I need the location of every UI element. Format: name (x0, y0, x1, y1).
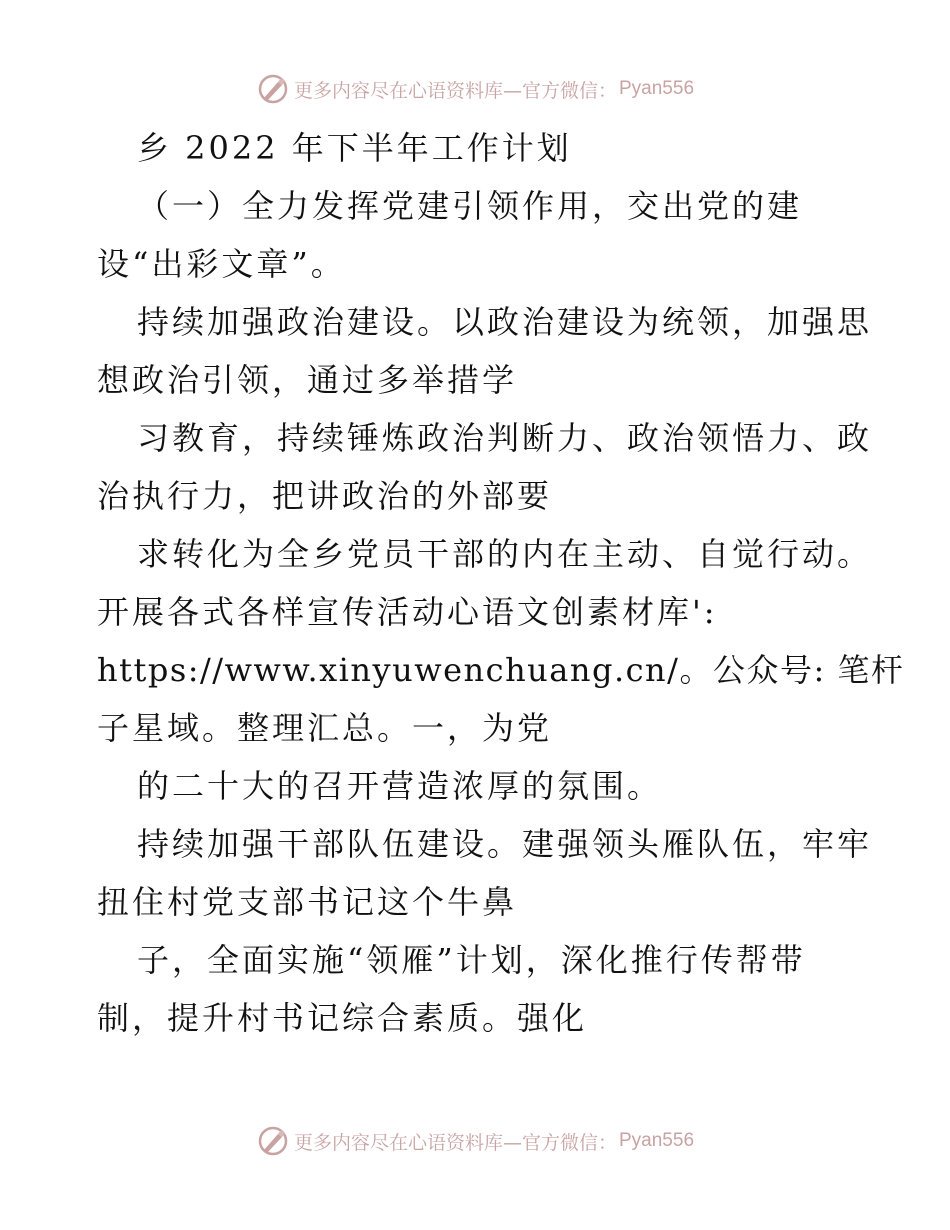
pen-logo-icon (256, 72, 290, 106)
text-line: 习教育，持续锤炼政治判断力、政治领悟力、政 (137, 419, 873, 457)
footer-watermark (0, 1124, 950, 1158)
text-line: 开展各式各样宣传活动心语文创素材库': (97, 593, 718, 631)
text-line: 制，提升村书记综合素质。强化 (97, 999, 588, 1037)
text-line: 想政治引领，通过多举措学 (97, 361, 518, 399)
text-line: 求转化为全乡党员干部的内在主动、自觉行动。 (137, 535, 873, 573)
text-line: 持续加强政治建设。以政治建设为统领，加强思 (137, 303, 873, 341)
text-line: 子，全面实施“领雁”计划，深化推行传帮带 (137, 941, 806, 979)
watermark-text: 更多内容尽在心语资料库—官方微信： (293, 1131, 617, 1154)
text-line: 治执行力，把讲政治的外部要 (97, 477, 553, 515)
text-line: （一）全力发挥党建引领作用，交出党的建 (137, 187, 803, 225)
header-watermark (0, 72, 950, 106)
watermark-text: 更多内容尽在心语资料库—官方微信： (293, 79, 617, 102)
text-line: 的二十大的召开营造浓厚的氛围。 (137, 767, 663, 805)
text-line: 扭住村党支部书记这个牛鼻 (97, 883, 518, 921)
text-line-url: https://www.xinyuwenchuang.cn/。公众号: 笔杆 (97, 651, 905, 689)
document-title: 乡 2022 年下半年工作计划 (137, 129, 572, 167)
watermark-wechat-id: Pyan556 (619, 1130, 695, 1151)
text-line: 设“出彩文章”。 (97, 245, 346, 283)
text-line: 持续加强干部队伍建设。建强领头雁队伍，牢牢 (137, 825, 873, 863)
pen-logo-icon (256, 1124, 290, 1158)
watermark-wechat-id: Pyan556 (619, 78, 695, 99)
text-line: 子星域。整理汇总。一，为党 (97, 709, 553, 747)
